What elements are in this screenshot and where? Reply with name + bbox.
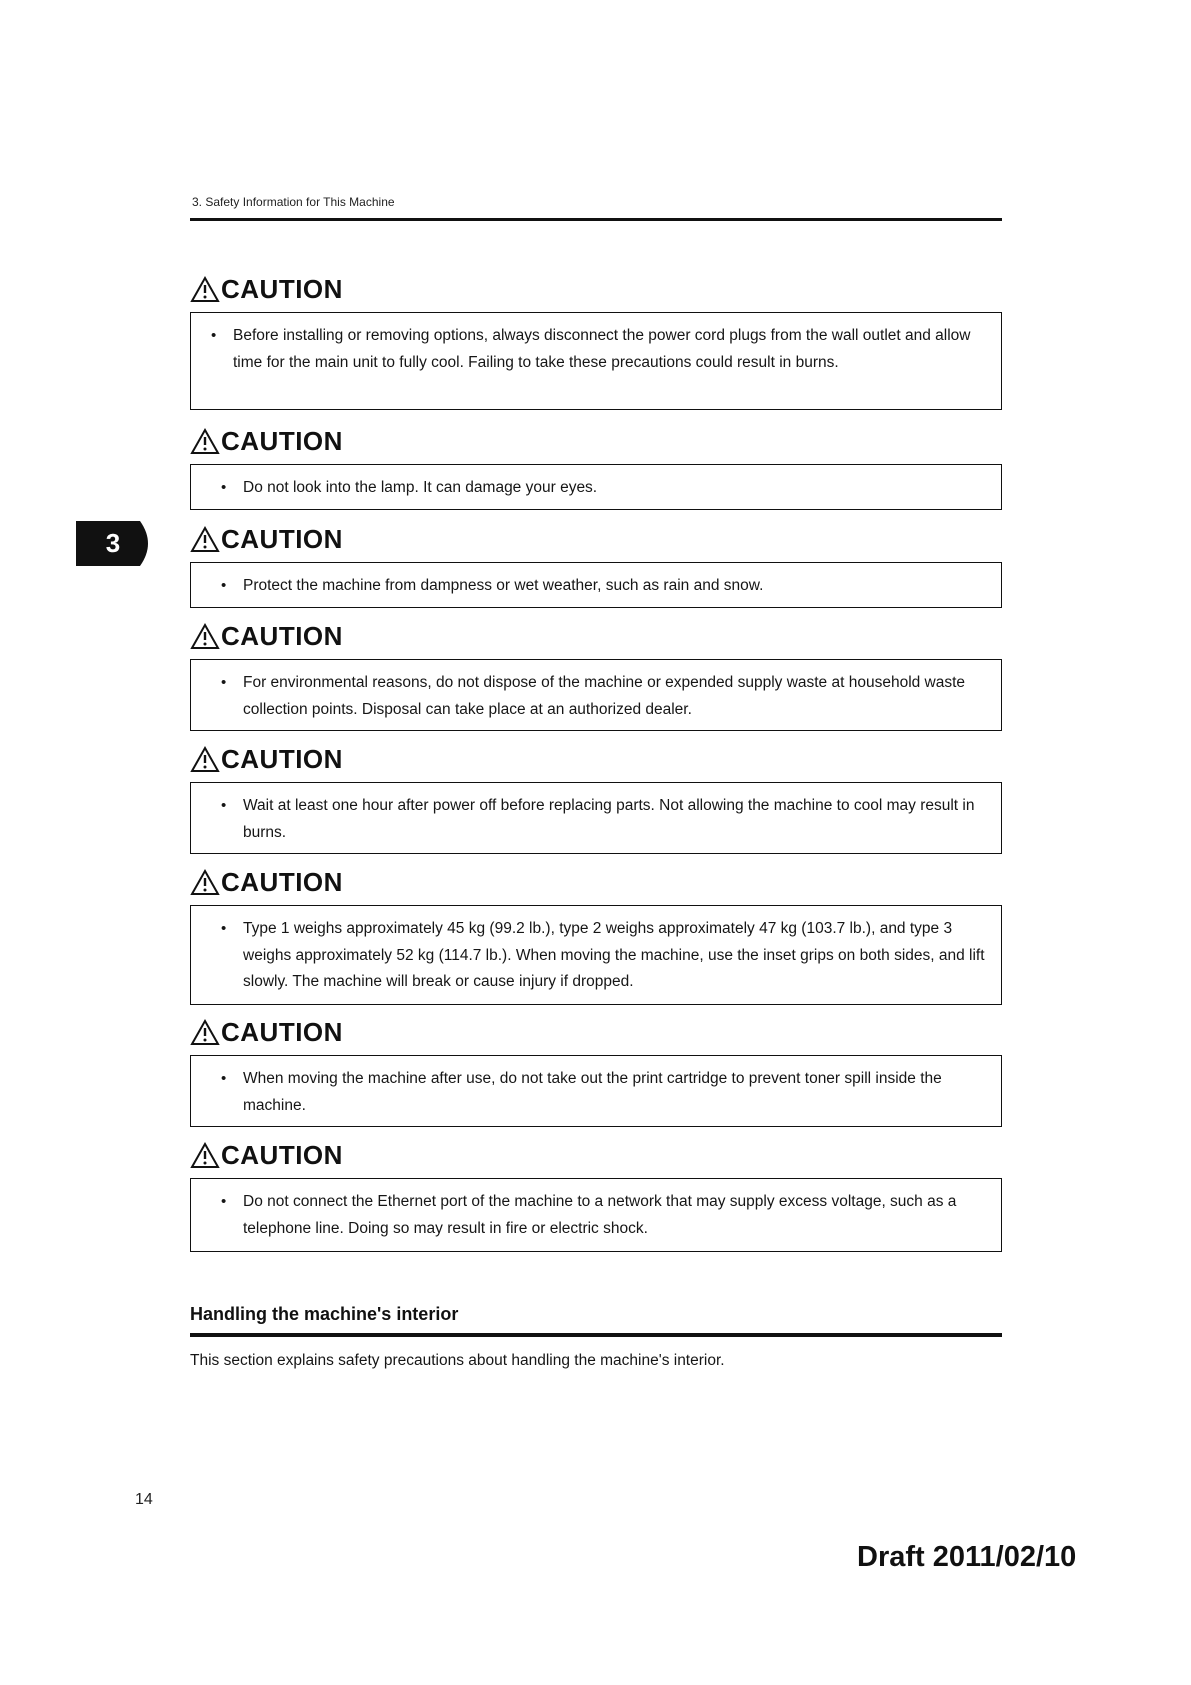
caution-heading — [190, 1136, 1002, 1174]
warning-triangle-icon — [190, 868, 220, 896]
caution-box — [190, 659, 1002, 731]
caution-block — [190, 270, 1002, 410]
caution-text: • Do not look into the lamp. It can damage your eyes. — [221, 475, 987, 502]
caution-box — [190, 905, 1002, 1005]
caution-heading — [190, 617, 1002, 655]
chapter-number: 3 — [105, 528, 121, 558]
header-rule — [190, 218, 1002, 221]
caution-text: • Before installing or removing options, always disconnect the power cord plugs from the wall outlet and allow time for the main unit to fully cool. Failing to take these precautions could result in burns. — [211, 323, 987, 376]
caution-box — [190, 782, 1002, 854]
warning-triangle-icon — [190, 275, 220, 303]
caution-block — [190, 1013, 1002, 1127]
warning-triangle-icon — [190, 1141, 220, 1169]
caution-block — [190, 740, 1002, 854]
caution-text: • When moving the machine after use, do not take out the print cartridge to prevent toner spill inside the machine. — [221, 1066, 987, 1119]
warning-triangle-icon — [190, 622, 220, 650]
caution-heading — [190, 863, 1002, 901]
warning-triangle-icon — [190, 1018, 220, 1046]
warning-triangle-icon — [190, 745, 220, 773]
page-number: 14 — [135, 1491, 153, 1508]
caution-title: CAUTION — [221, 866, 343, 897]
caution-text: • Protect the machine from dampness or wet weather, such as rain and snow. — [221, 573, 987, 600]
section-body: This section explains safety precautions about handling the machine's interior. — [190, 1352, 725, 1369]
caution-heading — [190, 1013, 1002, 1051]
chapter-tab — [76, 521, 156, 566]
caution-title: CAUTION — [221, 523, 343, 554]
running-head: 3. Safety Information for This Machine — [192, 195, 395, 209]
caution-title: CAUTION — [221, 620, 343, 651]
caution-block — [190, 422, 1002, 510]
caution-box — [190, 464, 1002, 510]
caution-heading — [190, 422, 1002, 460]
caution-block — [190, 617, 1002, 731]
caution-title: CAUTION — [221, 273, 343, 304]
caution-heading — [190, 740, 1002, 778]
warning-triangle-icon — [190, 427, 220, 455]
caution-block — [190, 1136, 1002, 1252]
caution-box — [190, 1055, 1002, 1127]
caution-text: • For environmental reasons, do not dispose of the machine or expended supply waste at household waste collection points. Disposal can take place at an authorized dealer. — [221, 670, 987, 723]
caution-block — [190, 863, 1002, 1005]
caution-box — [190, 312, 1002, 410]
caution-box — [190, 562, 1002, 608]
caution-heading — [190, 520, 1002, 558]
caution-title: CAUTION — [221, 743, 343, 774]
caution-box — [190, 1178, 1002, 1252]
caution-block — [190, 520, 1002, 608]
caution-heading — [190, 270, 1002, 308]
caution-text: • Do not connect the Ethernet port of the machine to a network that may supply excess voltage, such as a telephone line. Doing so may result in fire or electric shock. — [221, 1189, 987, 1242]
section-rule — [190, 1333, 1002, 1337]
caution-text: • Wait at least one hour after power off before replacing parts. Not allowing the machine to cool may result in burns. — [221, 793, 987, 846]
section-heading: Handling the machine's interior — [190, 1304, 459, 1324]
caution-title: CAUTION — [221, 1016, 343, 1047]
warning-triangle-icon — [190, 525, 220, 553]
caution-title: CAUTION — [221, 1139, 343, 1170]
draft-stamp: Draft 2011/02/10 — [857, 1541, 1077, 1573]
caution-title: CAUTION — [221, 425, 343, 456]
caution-text: • Type 1 weighs approximately 45 kg (99.2 lb.), type 2 weighs approximately 47 kg (103.7 lb.), and type 3 weighs approximately 52 kg (114.7 lb.). When moving the machine, use the inset grips on both sides, and lift slowly. The machine will break or cause injury if dropped. — [221, 916, 987, 996]
